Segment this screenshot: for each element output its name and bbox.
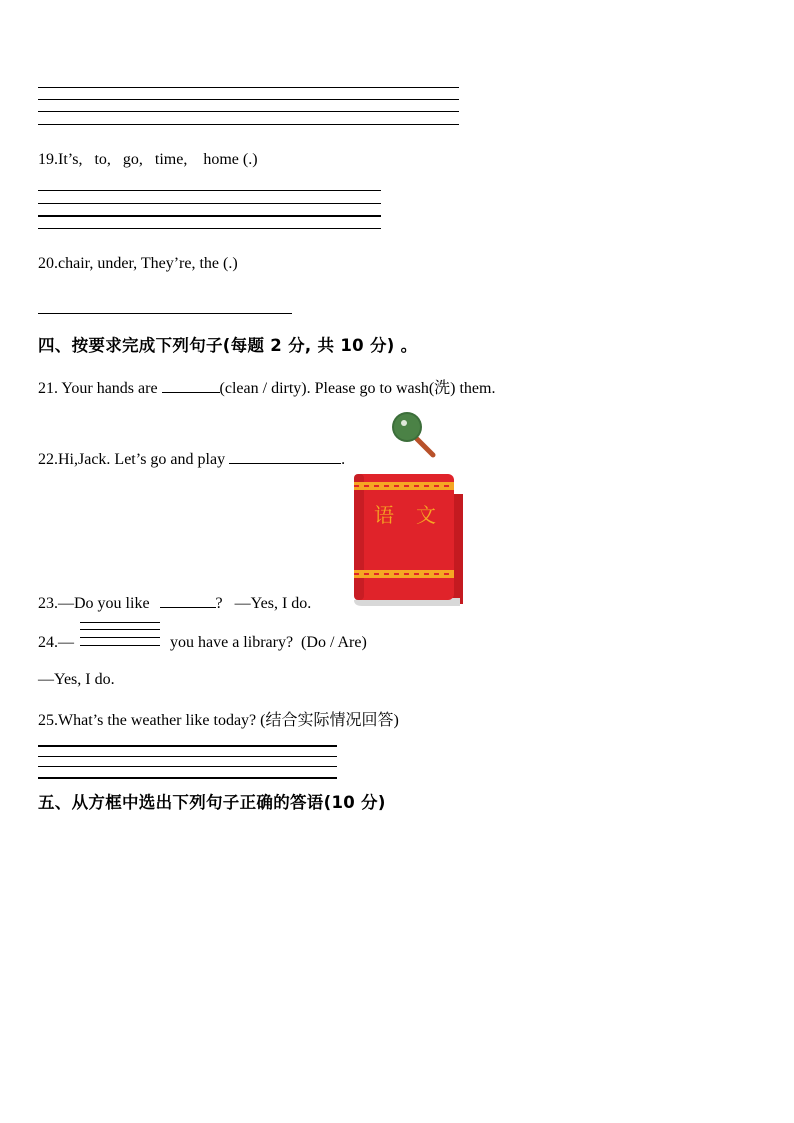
question-20 (38, 254, 238, 274)
answer-line[interactable] (38, 777, 337, 779)
question-number: 23. (38, 595, 58, 612)
answer-line[interactable] (38, 99, 459, 100)
answer-line[interactable] (80, 629, 160, 630)
question-text: you have a library? (Do / Are) (170, 634, 367, 651)
answer-line[interactable] (80, 637, 160, 638)
question-number: 19. (38, 151, 58, 168)
answer-line[interactable] (80, 645, 160, 646)
question-number: 25. (38, 712, 58, 729)
section-5-heading: 五、从方框中选出下列句子正确的答语(10 分) (38, 793, 386, 812)
question-24-answer: —Yes, I do. (38, 671, 115, 688)
question-number: 22. (38, 451, 58, 468)
question-number: 21. (38, 380, 58, 397)
chinese-textbook-image (350, 472, 466, 608)
answer-line[interactable] (38, 124, 459, 125)
question-text: . (341, 451, 346, 468)
fill-blank[interactable] (160, 593, 216, 608)
answer-line[interactable] (38, 215, 381, 217)
fill-blank[interactable] (162, 378, 220, 393)
answer-line[interactable] (38, 745, 337, 747)
answer-line[interactable] (80, 622, 160, 623)
question-text: (clean / dirty). Please go to wash(洗) them. (219, 380, 496, 397)
question-number: 20. (38, 255, 58, 272)
book-title-right: 文 (416, 503, 436, 527)
answer-line[interactable] (38, 87, 459, 88)
answer-line[interactable] (38, 228, 381, 229)
question-24 (38, 633, 367, 653)
question-text: chair, under, They’re, the (.) (58, 255, 238, 272)
question-text: What’s the weather like today? (结合实际情况回答) (58, 712, 399, 729)
answer-line[interactable] (38, 111, 459, 112)
fill-blank[interactable] (229, 449, 341, 464)
question-text: Your hands are (58, 380, 162, 397)
question-21 (38, 378, 495, 399)
answer-line[interactable] (38, 190, 381, 191)
question-25 (38, 711, 399, 731)
question-19 (38, 150, 258, 170)
question-text: Hi,Jack. Let’s go and play (58, 451, 230, 468)
answer-line[interactable] (38, 313, 292, 314)
question-number: 24. (38, 634, 58, 651)
question-22 (38, 449, 345, 470)
book-title-left: 语 (374, 503, 394, 527)
ping-pong-paddle-image (389, 409, 441, 461)
question-dash: — (58, 634, 74, 651)
answer-line[interactable] (38, 756, 337, 757)
question-text: Yes, I do. (250, 595, 312, 612)
question-text: —Do you like (58, 595, 154, 612)
section-4-heading: 四、按要求完成下列句子(每题 2 分, 共 10 分) 。 (38, 336, 418, 355)
question-text: ? — (215, 595, 251, 612)
answer-line[interactable] (38, 766, 337, 767)
question-text: It’s, to, go, time, home (.) (58, 151, 258, 168)
question-23 (38, 593, 311, 614)
answer-line[interactable] (38, 203, 381, 204)
